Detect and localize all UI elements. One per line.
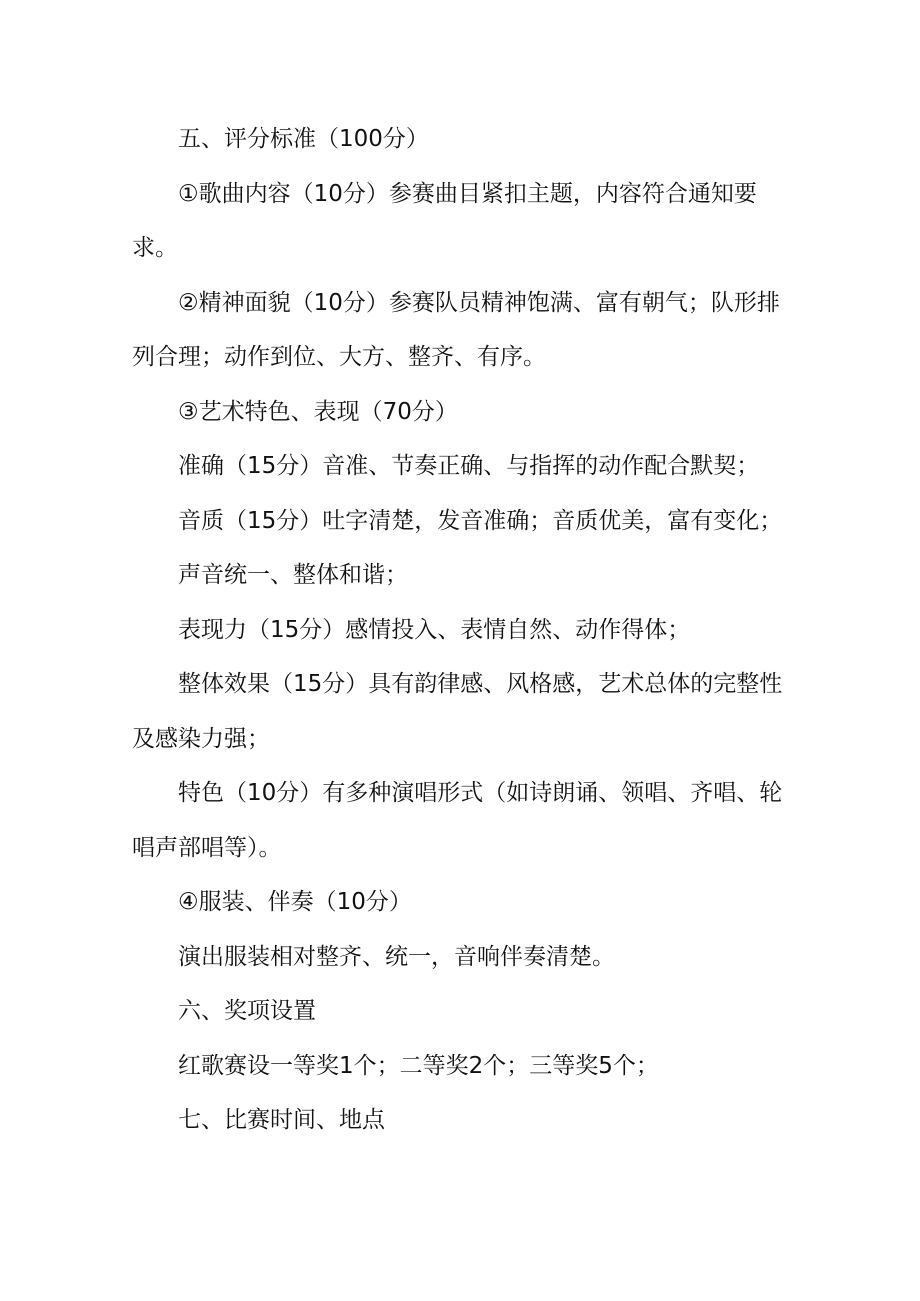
section-heading-awards: 六、奖项设置 [178, 998, 316, 1024]
scoring-item-artistic: ③艺术特色、表现（70分） [178, 398, 458, 425]
scoring-item-spirit: ②精神面貌（10分）参赛队员精神饱满、富有朝气；队形排列合理；动作到位、大方、整齐、有序。 [132, 289, 780, 370]
scoring-subitem-overall-effect: 整体效果（15分）具有韵律感、风格感，艺术总体的完整性及感染力强； [132, 671, 783, 752]
section-heading-scoring: 五、评分标准（100分） [178, 126, 429, 152]
scoring-subitem-features: 特色（10分）有多种演唱形式（如诗朗诵、领唱、齐唱、轮唱声部唱等）。 [132, 780, 783, 861]
scoring-subitem-tone: 音质（15分）吐字清楚，发音准确；音质优美，富有变化； [178, 507, 783, 534]
section-heading-time-location: 七、比赛时间、地点 [178, 1107, 385, 1133]
document-body [132, 112, 802, 1148]
scoring-subitem-accuracy: 准确（15分）音准、节奏正确、与指挥的动作配合默契； [178, 453, 760, 479]
costume-description: 演出服装相对整齐、统一，音响伴奏清楚。 [178, 943, 615, 970]
scoring-item-costume: ④服装、伴奏（10分） [178, 889, 412, 915]
awards-description: 红歌赛设一等奖1个；二等奖2个；三等奖5个； [178, 1052, 659, 1079]
scoring-subitem-expression: 表现力（15分）感情投入、表情自然、动作得体； [178, 616, 691, 643]
scoring-subitem-harmony: 声音统一、整体和谐； [178, 562, 408, 588]
scoring-item-song-content: ①歌曲内容（10分）参赛曲目紧扣主题，内容符合通知要求。 [132, 180, 757, 261]
